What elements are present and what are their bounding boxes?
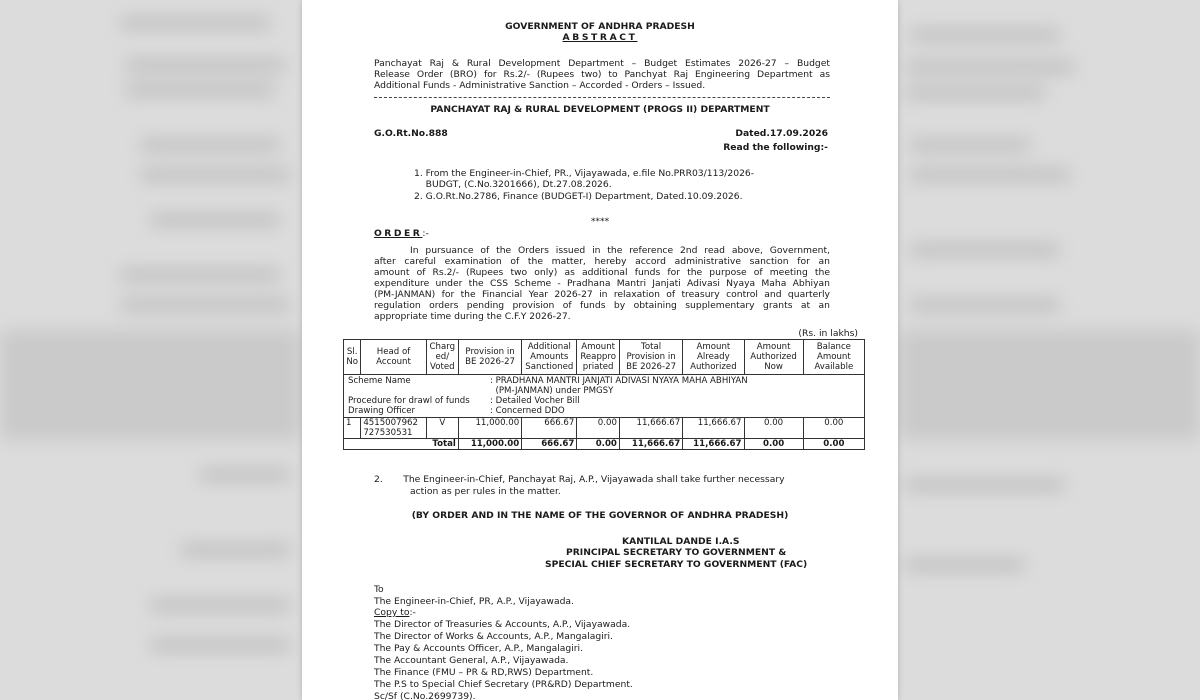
table-header-cell: Amount Already Authorized: [683, 340, 744, 375]
scheme-info-row: [344, 375, 865, 418]
abstract-line: Release Order (BRO) for Rs.2/- (Rupees two) to Panchyat Raj Engineering Department as: [374, 69, 830, 80]
copy-recipient: The Pay & Accounts Officer, A.P., Mangalagiri.: [374, 643, 584, 654]
order-paragraph-line: after careful examination of the matter, hereby accord administrative sanction for an: [374, 256, 830, 267]
procedure-line: Procedure for drawl of funds : Detailed Vocher Bill: [348, 396, 580, 406]
copy-to-label: Copy to: [374, 607, 410, 618]
total-reappropriated: 0.00: [577, 439, 620, 450]
to-recipient: The Engineer-in-Chief, PR, A.P., Vijayawada.: [374, 596, 574, 607]
budget-table: [343, 339, 865, 450]
scheme-name-continuation: (PM-JANMAN) under PMGSY: [490, 386, 614, 396]
paragraph-2-line: 2. The Engineer-in-Chief, Panchayat Raj, A.P., Vijayawada shall take further necessary: [374, 474, 785, 485]
scheme-info-cell: [344, 375, 865, 418]
total-already-authorized: 11,666.67: [683, 439, 744, 450]
head-of-account-cell: 4515007962 727530531: [361, 418, 426, 439]
reference-item: BUDGT, (C.No.3201666), Dt.27.08.2026.: [414, 179, 612, 190]
signatory-name: KANTILAL DANDE I.A.S: [622, 536, 740, 547]
drawing-officer-line: Drawing Officer : Concerned DDO: [348, 406, 565, 416]
order-label: ORDER: [374, 228, 423, 239]
signatory-title: PRINCIPAL SECRETARY TO GOVERNMENT &: [566, 547, 787, 558]
copy-recipient: The Director of Treasuries & Accounts, A.P., Vijayawada.: [374, 619, 631, 630]
copy-recipient: Sc/Sf (C.No.2699739).: [374, 691, 476, 700]
order-paragraph-line: regulation orders pending provision of funds by obtaining supplementary grants at an: [374, 300, 830, 311]
table-header-cell: Sl. No: [344, 340, 361, 375]
table-header-cell: Amount Authorized Now: [744, 340, 803, 375]
already-authorized-cell: 11,666.67: [683, 418, 744, 439]
total-total-provision: 11,666.67: [619, 439, 682, 450]
table-header-cell: Charg ed/ Voted: [426, 340, 458, 375]
paragraph-2-line: action as per rules in the matter.: [410, 486, 561, 497]
go-number: G.O.Rt.No.888: [374, 128, 448, 139]
signatory-title: SPECIAL CHIEF SECRETARY TO GOVERNMENT (FAC): [545, 559, 808, 570]
abstract-line: Panchayat Raj & Rural Development Department – Budget Estimates 2026-27 – Budget: [374, 58, 830, 69]
table-header-cell: Additional Amounts Sanctioned: [522, 340, 577, 375]
order-paragraph-line: (PM-JANMAN) for the Financial Year 2026-27 in relaxation of treasury control and quarterly: [374, 289, 830, 300]
reappropriated-cell: 0.00: [577, 418, 620, 439]
scheme-name-line: Scheme Name : PRADHANA MANTRI JANJATI ADIVASI NYAYA MAHA ABHIYAN: [348, 376, 748, 386]
order-suffix: :-: [422, 228, 429, 239]
additional-cell: 666.67: [522, 418, 577, 439]
copy-to-heading: [374, 607, 416, 618]
order-heading: [374, 228, 429, 239]
total-balance: 0.00: [803, 439, 864, 450]
total-provision-cell: 11,666.67: [619, 418, 682, 439]
total-provision: 11,000.00: [458, 439, 521, 450]
by-order-line: (BY ORDER AND IN THE NAME OF THE GOVERNOR OF ANDHRA PRADESH): [411, 510, 789, 521]
balance-cell: 0.00: [803, 418, 864, 439]
copy-recipient: The Director of Works & Accounts, A.P., Mangalagiri.: [374, 631, 613, 642]
total-authorized-now: 0.00: [744, 439, 803, 450]
separator-dots: ****: [590, 216, 610, 227]
authorized-now-cell: 0.00: [744, 418, 803, 439]
department-heading: PANCHAYAT RAJ & RURAL DEVELOPMENT (PROGS II) DEPARTMENT: [430, 104, 770, 115]
sl-cell: 1: [344, 418, 361, 439]
abstract-label: ABSTRACT: [562, 32, 638, 43]
table-header-row: [344, 340, 865, 375]
dashed-divider: [374, 97, 830, 98]
total-label: Total: [344, 439, 459, 450]
abstract-line: Additional Funds - Administrative Sanction – Accorded - Orders – Issued.: [374, 80, 706, 91]
table-header-cell: Balance Amount Available: [803, 340, 864, 375]
blurred-left-margin: [0, 0, 300, 700]
order-paragraph-line: In pursuance of the Orders issued in the reference 2nd read above, Government,: [410, 245, 830, 256]
reference-item: 1. From the Engineer-in-Chief, PR., Vijayawada, e.file No.PRR03/113/2026-: [414, 168, 755, 179]
order-paragraph-line: amount of Rs.2/- (Rupees two only) as additional funds for the purpose of meeting the: [374, 267, 830, 278]
copy-recipient: The Finance (FMU – PR & RD,RWS) Department.: [374, 667, 594, 678]
government-title: GOVERNMENT OF ANDHRA PRADESH: [505, 21, 695, 32]
table-header-cell: Provision in BE 2026-27: [458, 340, 521, 375]
total-additional: 666.67: [522, 439, 577, 450]
order-paragraph-line: expenditure under the CSS Scheme - Pradhana Mantri Janjati Adivasi Nyaya Maha Abhiyan: [374, 278, 830, 289]
copy-recipient: The Accountant General, A.P., Vijayawada.: [374, 655, 569, 666]
table-header-cell: Amount Reappro priated: [577, 340, 620, 375]
go-date: Dated.17.09.2026: [735, 128, 828, 139]
table-total-row: [344, 439, 865, 450]
copy-to-suffix: :-: [409, 607, 416, 618]
document-page: [302, 0, 898, 700]
order-paragraph-line: appropriate time during the C.F.Y 2026-27.: [374, 311, 571, 322]
charged-voted-cell: V: [426, 418, 458, 439]
reference-item: 2. G.O.Rt.No.2786, Finance (BUDGET-I) Department, Dated.10.09.2026.: [414, 191, 743, 202]
to-label: To: [374, 584, 384, 595]
copy-recipient: The P.S to Special Chief Secretary (PR&RD) Department.: [374, 679, 633, 690]
blurred-right-margin: [900, 0, 1200, 700]
table-row: [344, 418, 865, 439]
provision-cell: 11,000.00: [458, 418, 521, 439]
table-header-cell: Head of Account: [361, 340, 426, 375]
table-header-cell: Total Provision in BE 2026-27: [619, 340, 682, 375]
units-note: (Rs. in lakhs): [798, 328, 858, 339]
read-following: Read the following:-: [723, 142, 828, 153]
